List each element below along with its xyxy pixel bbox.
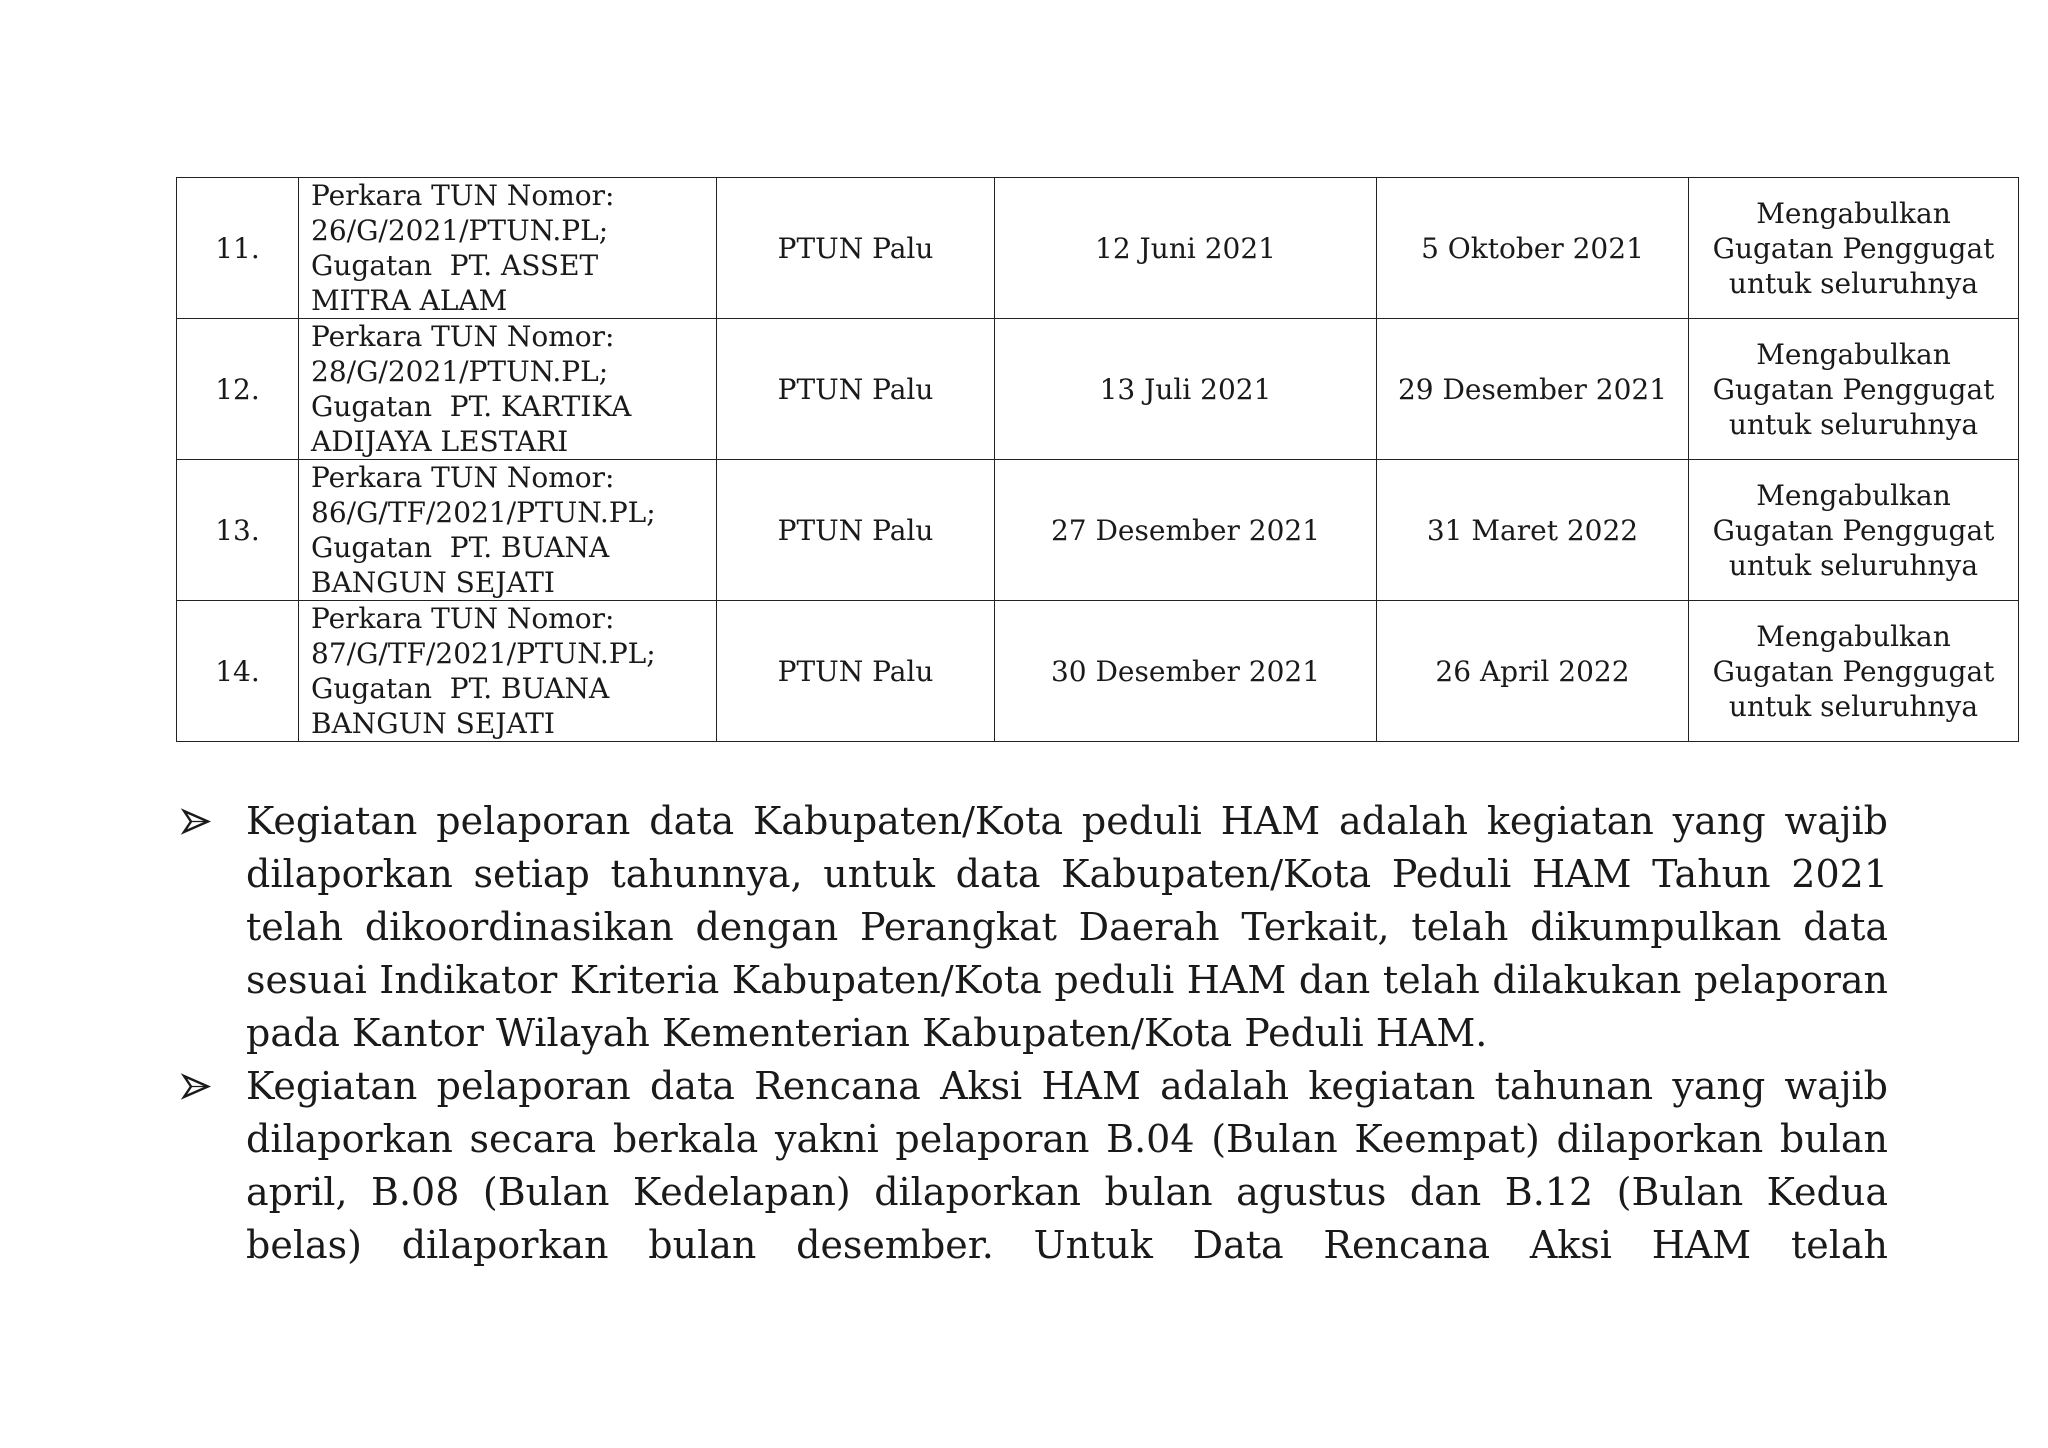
case-line: Gugatan PT. BUANA [311,531,610,564]
table-row [177,601,2019,742]
ruling-line: Gugatan Penggugat [1712,513,1995,547]
case-line: MITRA ALAM [311,284,508,317]
court-name: PTUN Palu [717,178,995,319]
ruling-line: Mengabulkan [1756,619,1951,653]
arrowhead-bullet-icon [178,795,218,848]
case-number: 13. [177,460,299,601]
ruling-line: Mengabulkan [1756,478,1951,512]
filing-date: 13 Juli 2021 [995,319,1377,460]
ruling-line: untuk seluruhnya [1728,407,1979,441]
case-line: BANGUN SEJATI [311,707,555,740]
case-line: ADIJAYA LESTARI [311,425,569,458]
case-line: 28/G/2021/PTUN.PL; [311,355,609,388]
verdict-date: 26 April 2022 [1377,601,1689,742]
case-line: Gugatan PT. KARTIKA [311,390,632,423]
table-row [177,460,2019,601]
ruling-line: untuk seluruhnya [1728,548,1979,582]
ruling-line: Gugatan Penggugat [1712,654,1995,688]
court-name: PTUN Palu [717,601,995,742]
case-line: 87/G/TF/2021/PTUN.PL; [311,637,656,670]
bullet-list [176,795,1888,1272]
ruling-line: untuk seluruhnya [1728,689,1979,723]
verdict-ruling [1689,319,2019,460]
case-line: 86/G/TF/2021/PTUN.PL; [311,496,656,529]
verdict-ruling [1689,178,2019,319]
case-line: Perkara TUN Nomor: [311,179,615,212]
case-line: Gugatan PT. ASSET [311,249,599,282]
bullet-text: Kegiatan pelaporan data Kabupaten/Kota peduli HAM adalah kegiatan yang wajib dilaporkan setiap tahunnya, untuk data Kabupaten/Kota Peduli HAM Tahun 2021 telah dikoordinasikan dengan Perangkat Daerah Terkait, telah dikumpulkan data sesuai Indikator Kriteria Kabupaten/Kota peduli HAM dan telah dilakukan pelaporan pada Kantor Wilayah Kementerian Kabupaten/Kota Peduli HAM. [246,799,1888,1055]
arrowhead-bullet-icon [178,1060,218,1113]
case-line: BANGUN SEJATI [311,566,555,599]
case-table [176,177,2019,742]
bullet-text: Kegiatan pelaporan data Rencana Aksi HAM adalah kegiatan tahunan yang wajib dilaporkan secara berkala yakni pelaporan B.04 (Bulan Keempat) dilaporkan bulan april, B.08 (Bulan Kedelapan) dilaporkan bulan agustus dan B.12 (Bulan Kedua belas) dilaporkan bulan desember. Untuk Data Rencana Aksi HAM telah [246,1064,1888,1267]
case-line: Perkara TUN Nomor: [311,320,615,353]
case-number: 14. [177,601,299,742]
case-line: 26/G/2021/PTUN.PL; [311,214,609,247]
case-line: Perkara TUN Nomor: [311,461,615,494]
bullet-item [176,1060,1888,1272]
case-line: Perkara TUN Nomor: [311,602,615,635]
filing-date: 12 Juni 2021 [995,178,1377,319]
table-row [177,178,2019,319]
table-row [177,319,2019,460]
verdict-date: 5 Oktober 2021 [1377,178,1689,319]
verdict-ruling [1689,460,2019,601]
verdict-ruling [1689,601,2019,742]
case-description [299,319,717,460]
ruling-line: Gugatan Penggugat [1712,372,1995,406]
filing-date: 27 Desember 2021 [995,460,1377,601]
court-name: PTUN Palu [717,319,995,460]
case-line: Gugatan PT. BUANA [311,672,610,705]
verdict-date: 31 Maret 2022 [1377,460,1689,601]
case-description [299,601,717,742]
ruling-line: untuk seluruhnya [1728,266,1979,300]
case-description [299,178,717,319]
filing-date: 30 Desember 2021 [995,601,1377,742]
ruling-line: Mengabulkan [1756,337,1951,371]
case-number: 12. [177,319,299,460]
case-number: 11. [177,178,299,319]
ruling-line: Gugatan Penggugat [1712,231,1995,265]
ruling-line: Mengabulkan [1756,196,1951,230]
bullet-item [176,795,1888,1060]
court-name: PTUN Palu [717,460,995,601]
verdict-date: 29 Desember 2021 [1377,319,1689,460]
case-description [299,460,717,601]
